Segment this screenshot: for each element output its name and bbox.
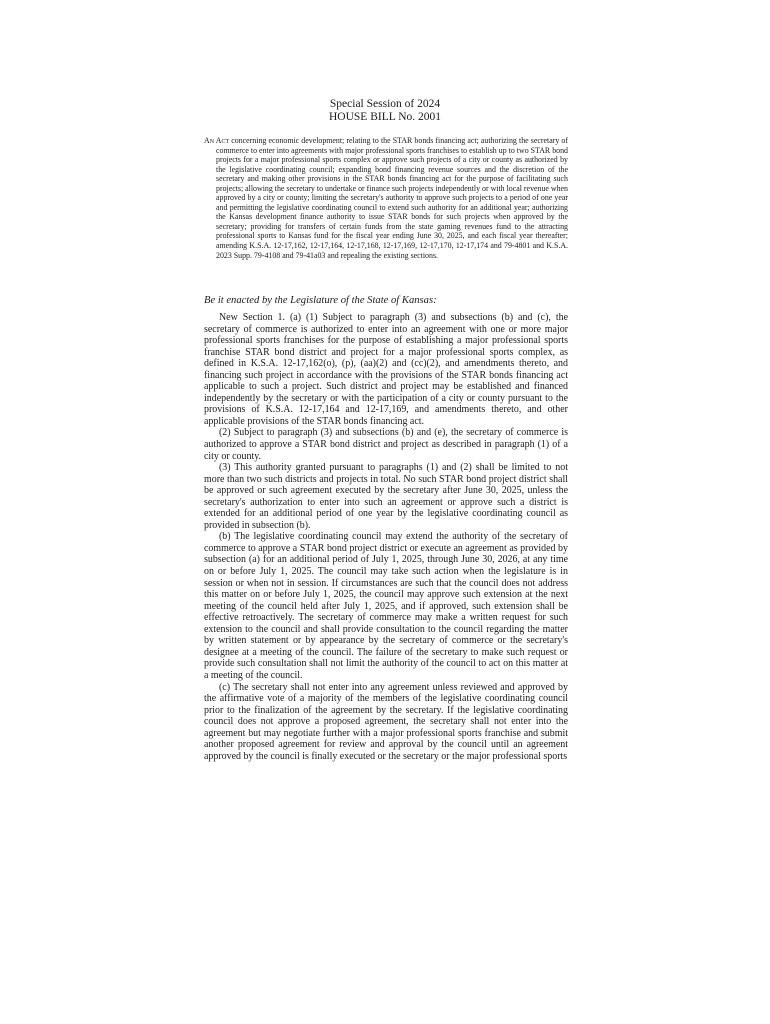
section-paragraph: New Section 1. (a) (1) Subject to paragraph (3) and subsections (b) and (c), the secretary of commerce is authorized to enter into an agreement with one or more major professional sports franchises for the purpose of establishing a major professional sports franchise STAR bond district and project for a major professional sports complex, as defined in K.S.A. 12-17,162(o), (p), (aa)(2) and (cc)(2), and amendments thereto, and financing such project in accordance with the provisions of the STAR bonds financing act applicable to such a project. Such district and project may be established and financed independently by the secretary or with the participation of a city or county pursuant to the provisions of K.S.A. 12-17,164 and 12-17,169, and amendments thereto, and other applicable provisions of the STAR bonds financing act. <box>204 312 568 427</box>
bill-number: HOUSE BILL No. 2001 <box>328 111 441 123</box>
bill-body <box>204 312 568 762</box>
bill-header <box>0 98 770 124</box>
bill-title <box>204 136 568 260</box>
section-paragraph: (c) The secretary shall not enter into any agreement unless reviewed and approved by the affirmative vote of a majority of the members of the legislative coordinating council prior to the finalization of the agreement by the secretary. If the legislative coordinating council does not approve a proposed agreement, the secretary shall not enter into the agreement but may negotiate further with a major professional sports franchise and submit another proposed agreement for review and approval by the council until an agreement approved by the council is finally executed or the secretary or the major professional sports <box>204 681 568 762</box>
act-lead: An Act <box>204 136 230 145</box>
section-paragraph: (b) The legislative coordinating council may extend the authority of the secretary of commerce to approve a STAR bond project district or execute an agreement as provided by subsection (a) for an additional period of July 1, 2025, through June 30, 2026, at any time on or before July 1, 2025. The council may take such action when the legislature is in session or when not in session. If circumstances are such that the council does not address this matter on or before July 1, 2025, the council may approve such extension at the next meeting of the council held after July 1, 2025, and if approved, such extension shall be effective retroactively. The secretary of commerce may make a written request for such extension to the council and shall provide consultation to the council regarding the matter by written statement or by appearance by the secretary of commerce or the secretary's designee at a meeting of the council. The failure of the secretary to make such request or provide such consultation shall not limit the authority of the council to act on this matter at a meeting of the council. <box>204 531 568 681</box>
session-line: Special Session of 2024 <box>329 98 441 110</box>
section-paragraph: (2) Subject to paragraph (3) and subsections (b) and (e), the secretary of commerce is authorized to approve a STAR bond district and project as described in paragraph (1) of a city or county. <box>204 427 568 462</box>
enacting-clause: Be it enacted by the Legislature of the State of Kansas: <box>204 295 437 306</box>
act-title-text: concerning economic development; relating to the STAR bonds financing act; authorizing the secretary of commerce to enter into agreements with major professional sports franchises to establish up to two STAR bond projects for a major professional sports complex or approve such projects of a city or county as authorized by the legislative coordinating council; expanding bond financing revenue sources and the discretion of the secretary and making other provisions in the STAR bonds financing act for the purpose of facilitating such projects; allowing the secretary to undertake or finance such projects independently or with local revenue when approved by a city or county; limiting the secretary's authority to approve such projects to a period of one year and permitting the legislative coordinating council to extend such authority for an additional year; authorizing the Kansas development finance authority to issue STAR bonds for such projects when approved by the secretary; providing for transfers of certain funds from the state gaming revenues fund to the attracting professional sports to Kansas fund for the fiscal year ending June 30, 2025, and each fiscal year thereafter; amending K.S.A. 12-17,162, 12-17,164, 12-17,168, 12-17,169, 12-17,170, 12-17,174 and 79-4801 and K.S.A. 2023 Supp. 79-4108 and 79-41a03 and repealing the existing sections. <box>216 136 568 260</box>
section-paragraph: (3) This authority granted pursuant to paragraphs (1) and (2) shall be limited to not more than two such districts and projects in total. No such STAR bond project district shall be approved or such agreement executed by the secretary after June 30, 2025, unless the secretary's authorization to enter into such an agreement or approve such a district is extended for an additional period of one year by the legislative coordinating council as provided in subsection (b). <box>204 462 568 531</box>
